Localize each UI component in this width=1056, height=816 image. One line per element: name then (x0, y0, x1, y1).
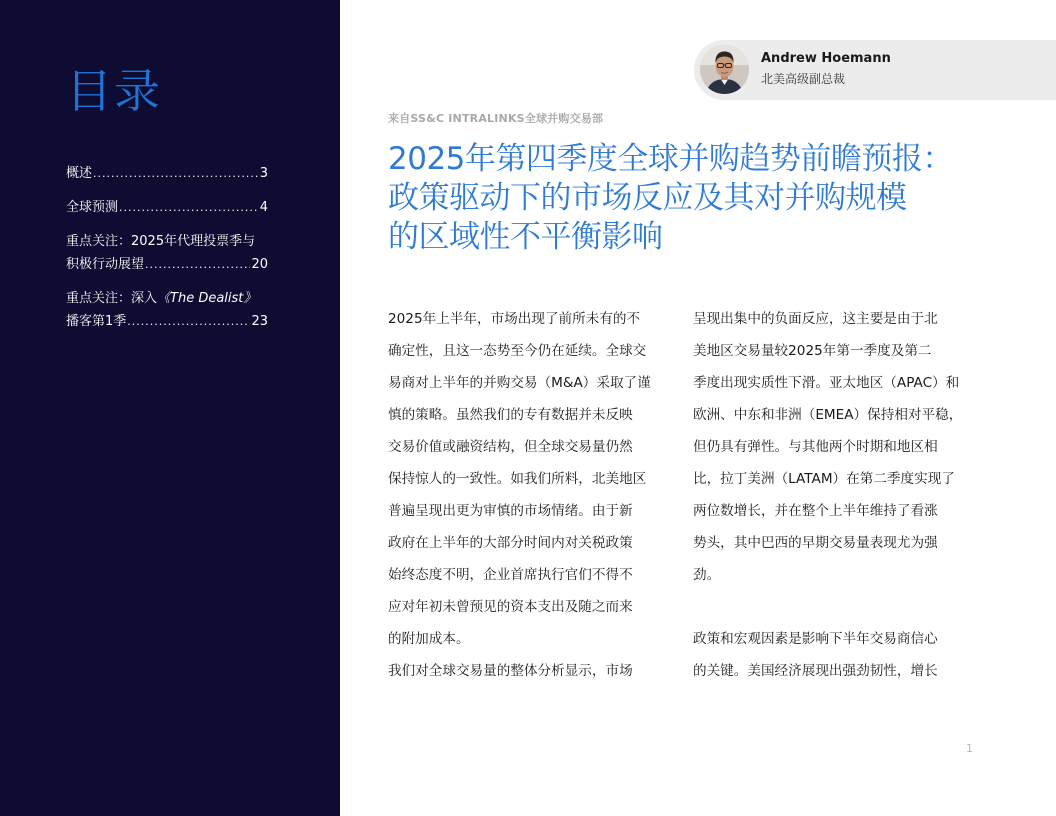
toc-entry-overview[interactable] (66, 162, 268, 185)
toc-label: 积极行动展望 (66, 257, 145, 272)
body-text-line: 劲。 (693, 567, 721, 583)
toc-page-number: 3 (259, 166, 268, 181)
author-role: 北美高级副总裁 (761, 72, 846, 86)
toc-label (66, 287, 256, 310)
avatar (700, 45, 749, 94)
body-text-line: 但仍具有弹性。与其他两个时期和地区相 (693, 439, 938, 455)
body-text-line (693, 591, 955, 623)
table-of-contents (66, 162, 268, 344)
toc-entry-global-forecast[interactable] (66, 196, 268, 219)
body-text-line: 2025年上半年，市场出现了前所未有的不 (388, 311, 641, 327)
toc-page-number: 23 (251, 314, 268, 329)
toc-page-number: 4 (259, 200, 268, 215)
toc-label: 概述 (66, 166, 93, 181)
body-text-line: 势头，其中巴西的早期交易量表现尤为强 (693, 535, 938, 551)
toc-line (66, 253, 268, 276)
body-text-line: 慎的策略。虽然我们的专有数据并未反映 (388, 407, 633, 423)
body-column-right (693, 303, 963, 687)
body-text-line: 保持惊人的一致性。如我们所料，北美地区 (388, 471, 647, 487)
body-text-line: 交易价值或融资结构，但全球交易量仍然 (388, 439, 633, 455)
toc-entry-dealist-podcast[interactable] (66, 287, 268, 333)
sidebar (0, 0, 340, 816)
page-title-line: 2025年第四季度全球并购趋势前瞻预报： (388, 141, 953, 177)
toc-page-number: 20 (251, 257, 268, 272)
toc-line (66, 162, 268, 185)
body-text-line: 普遍呈现出更为审慎的市场情绪。由于新 (388, 503, 633, 519)
body-text-line: 我们对全球交易量的整体分析显示，市场 (388, 663, 633, 679)
toc-line (66, 196, 268, 219)
body-text-line: 两位数增长，并在整个上半年维持了看涨 (693, 503, 938, 519)
toc-label: 重点关注：2025年代理投票季与 (66, 234, 256, 249)
toc-label-text: 重点关注：深入 (66, 291, 158, 306)
toc-leader-dots (93, 162, 259, 185)
toc-leader-dots (119, 196, 259, 219)
toc-line (66, 230, 268, 253)
toc-leader-dots (145, 253, 250, 276)
toc-leader-dots (127, 310, 250, 333)
page-title-line: 政策驱动下的市场反应及其对并购规模 (388, 180, 907, 216)
body-text-line: 的关键。美国经济展现出强劲韧性，增长 (693, 663, 938, 679)
toc-title: 目录 (66, 64, 162, 118)
toc-label: 全球预测 (66, 200, 119, 215)
body-text-line: 易商对上半年的并购交易（M&A）采取了谨 (388, 375, 651, 391)
toc-label: 播客第1季 (66, 314, 127, 329)
source-label: 来自SS&C INTRALINKS全球并购交易部 (388, 112, 604, 125)
body-text-line: 政府在上半年的大部分时间内对关税政策 (388, 535, 633, 551)
body-text-line: 的附加成本。 (388, 631, 470, 647)
page-number: 1 (966, 742, 973, 755)
body-text-line: 比，拉丁美洲（LATAM）在第二季度实现了 (693, 471, 955, 487)
page-title (388, 140, 978, 257)
page-title-line: 的区域性不平衡影响 (388, 219, 663, 255)
body-text-line: 应对年初未曾预见的资本支出及随之而来 (388, 599, 633, 615)
body-column-left (388, 303, 650, 687)
author-portrait-icon (700, 45, 749, 94)
body-text-line: 季度出现实质性下滑。亚太地区（APAC）和 (693, 375, 960, 391)
toc-line (66, 310, 268, 333)
toc-entry-proxy-season[interactable] (66, 230, 268, 276)
body-text-line: 政策和宏观因素是影响下半年交易商信心 (693, 631, 938, 647)
toc-label-italic: 《The Dealist》 (157, 291, 257, 306)
body-text-line: 欧洲、中东和非洲（EMEA）保持相对平稳， (693, 407, 963, 423)
author-name: Andrew Hoemann (761, 51, 891, 66)
toc-line (66, 287, 268, 310)
body-text-line: 始终态度不明，企业首席执行官们不得不 (388, 567, 633, 583)
body-text-line: 美地区交易量较2025年第一季度及第二 (693, 343, 932, 359)
body-text-line: 呈现出集中的负面反应，这主要是由于北 (693, 311, 938, 327)
body-text-line: 确定性，且这一态势至今仍在延续。全球交 (388, 343, 647, 359)
